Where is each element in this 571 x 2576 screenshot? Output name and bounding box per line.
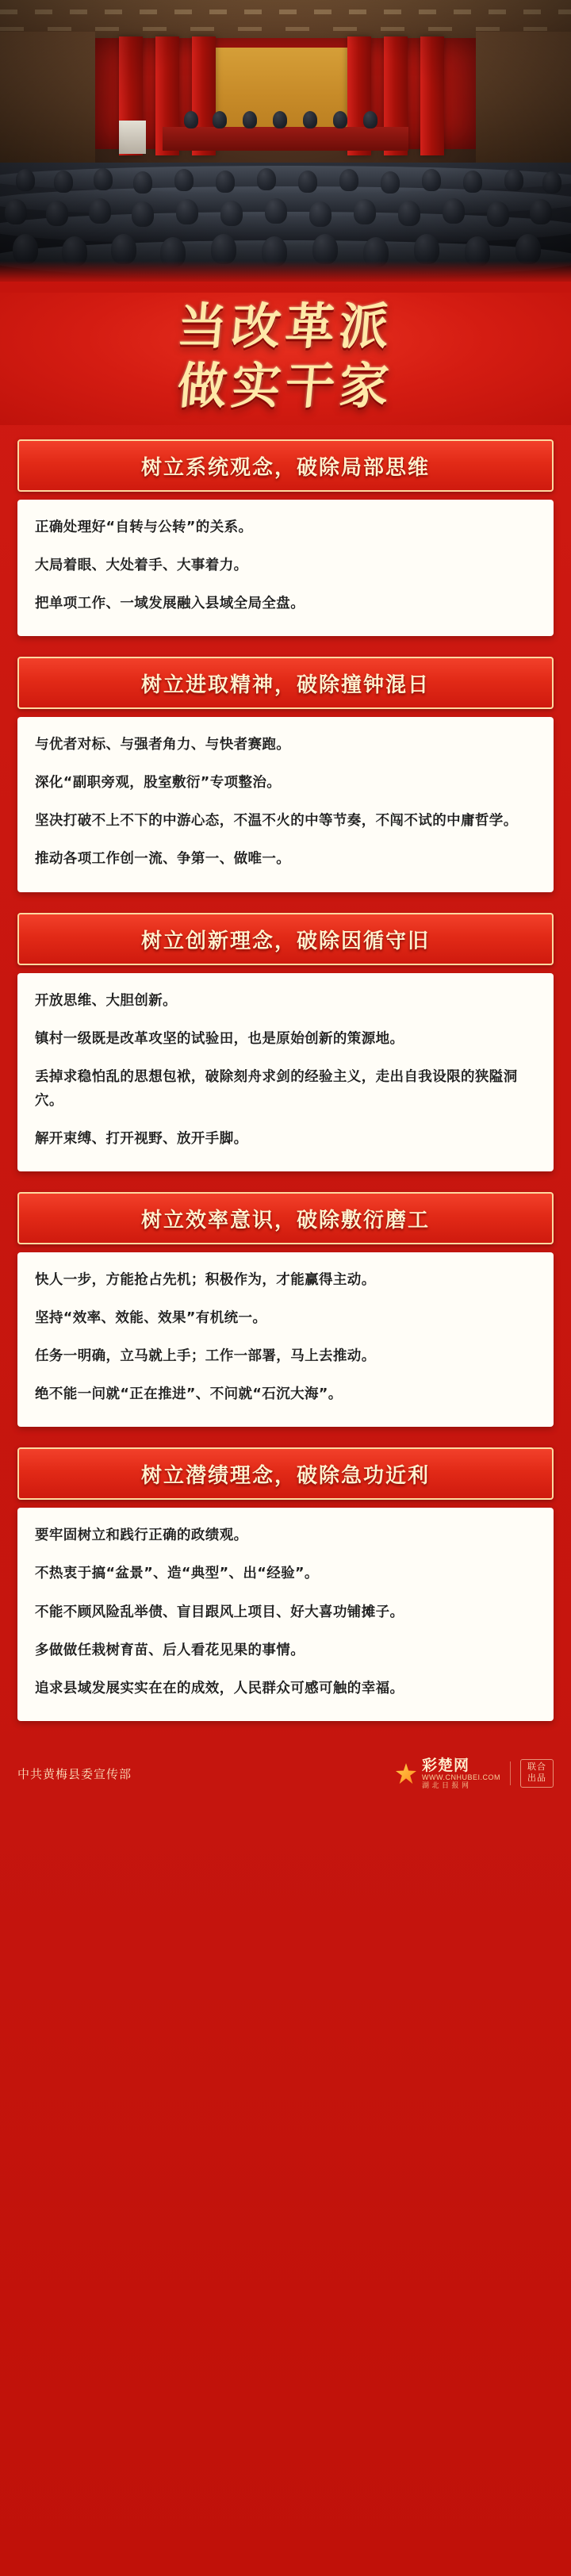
section-2-body xyxy=(17,717,554,891)
section-4-body xyxy=(17,1252,554,1427)
section-item: 镇村一级既是改革攻坚的试验田，也是原始创新的策源地。 xyxy=(35,1030,404,1047)
section-heading-text: 树立系统观念，破除局部思维 xyxy=(140,455,430,480)
section-item: 深化“副职旁观，股室敷衍”专项整治。 xyxy=(35,775,282,792)
poster-footer xyxy=(0,1742,571,1811)
coop-line-2: 出品 xyxy=(527,1773,546,1784)
section-item: 绝不能一问就“正在推进”、不问就“石沉大海”。 xyxy=(35,1386,343,1403)
section-3-heading xyxy=(17,913,554,965)
headline-line-1: 当改革派 xyxy=(174,297,397,355)
section-1-heading xyxy=(17,439,554,492)
conference-hall-photo xyxy=(0,0,571,282)
section-item: 解开束缚、打开视野、放开手脚。 xyxy=(35,1130,248,1147)
section-item: 不能不顾风险乱举债、盲目跟风上项目、好大喜功铺摊子。 xyxy=(35,1604,404,1620)
section-heading-text: 树立创新理念，破除因循守旧 xyxy=(140,929,430,953)
section-4-heading xyxy=(17,1192,554,1244)
section-item: 坚决打破不上不下的中游心态，不温不火的中等节奏，不闯不试的中庸哲学。 xyxy=(35,813,518,830)
section-5 xyxy=(17,1447,554,1720)
brand-text xyxy=(422,1758,500,1790)
section-item: 要牢固树立和践行正确的政绩观。 xyxy=(35,1528,248,1544)
brand-name-cn: 彩楚网 xyxy=(422,1756,470,1774)
brand-subtitle: 湖 北 日 报 网 xyxy=(422,1781,469,1789)
section-item: 正确处理好“自转与公转”的关系。 xyxy=(35,519,253,535)
footer-publisher: 中共黄梅县委宣传部 xyxy=(17,1766,132,1781)
section-2 xyxy=(17,657,554,891)
section-1 xyxy=(17,439,554,636)
star-icon xyxy=(396,1763,416,1784)
footer-brands xyxy=(396,1758,554,1790)
section-1-body xyxy=(17,500,554,636)
photo-vignette xyxy=(0,0,571,282)
coop-line-1: 联合 xyxy=(527,1762,546,1773)
section-item: 不热衷于搞“盆景”、造“典型”、出“经验”。 xyxy=(35,1566,319,1582)
section-5-body xyxy=(17,1508,554,1720)
poster-headline xyxy=(0,282,571,425)
section-item: 坚持“效率、效能、效果”有机统一。 xyxy=(35,1310,267,1327)
coop-badge xyxy=(520,1759,554,1788)
section-item: 多做做任栽树育苗、后人看花见果的事情。 xyxy=(35,1642,305,1658)
section-3 xyxy=(17,913,554,1171)
section-item: 快人一步，方能抢占先机；积极作为，才能赢得主动。 xyxy=(35,1272,376,1288)
section-item: 开放思维、大胆创新。 xyxy=(35,992,177,1009)
section-4 xyxy=(17,1192,554,1427)
section-heading-text: 树立进取精神，破除撞钟混日 xyxy=(140,673,430,698)
section-2-heading xyxy=(17,657,554,709)
section-3-body xyxy=(17,973,554,1171)
section-5-heading xyxy=(17,1447,554,1500)
section-heading-text: 树立潜绩理念，破除急功近利 xyxy=(140,1464,430,1489)
brand-name-en: WWW.CNHUBEI.COM xyxy=(422,1773,500,1781)
section-item: 追求县域发展实实在在的成效，人民群众可感可触的幸福。 xyxy=(35,1680,404,1696)
section-heading-text: 树立效率意识，破除敷衍磨工 xyxy=(140,1209,430,1232)
section-item: 丢掉求稳怕乱的思想包袱，破除刻舟求剑的经验主义，走出自我设限的狭隘洞穴。 xyxy=(35,1068,518,1109)
section-item: 把单项工作、一域发展融入县域全局全盘。 xyxy=(35,596,305,612)
brand-logo xyxy=(396,1758,500,1790)
headline-line-2: 做实干家 xyxy=(174,357,397,416)
sections-container xyxy=(0,425,571,1721)
section-item: 推动各项工作创一流、争第一、做唯一。 xyxy=(35,851,291,868)
footer-divider xyxy=(510,1761,511,1785)
section-item: 任务一明确，立马就上手；工作一部署，马上去推动。 xyxy=(35,1348,376,1365)
section-item: 与优者对标、与强者角力、与快者赛跑。 xyxy=(35,737,291,753)
section-item: 大局着眼、大处着手、大事着力。 xyxy=(35,557,248,573)
